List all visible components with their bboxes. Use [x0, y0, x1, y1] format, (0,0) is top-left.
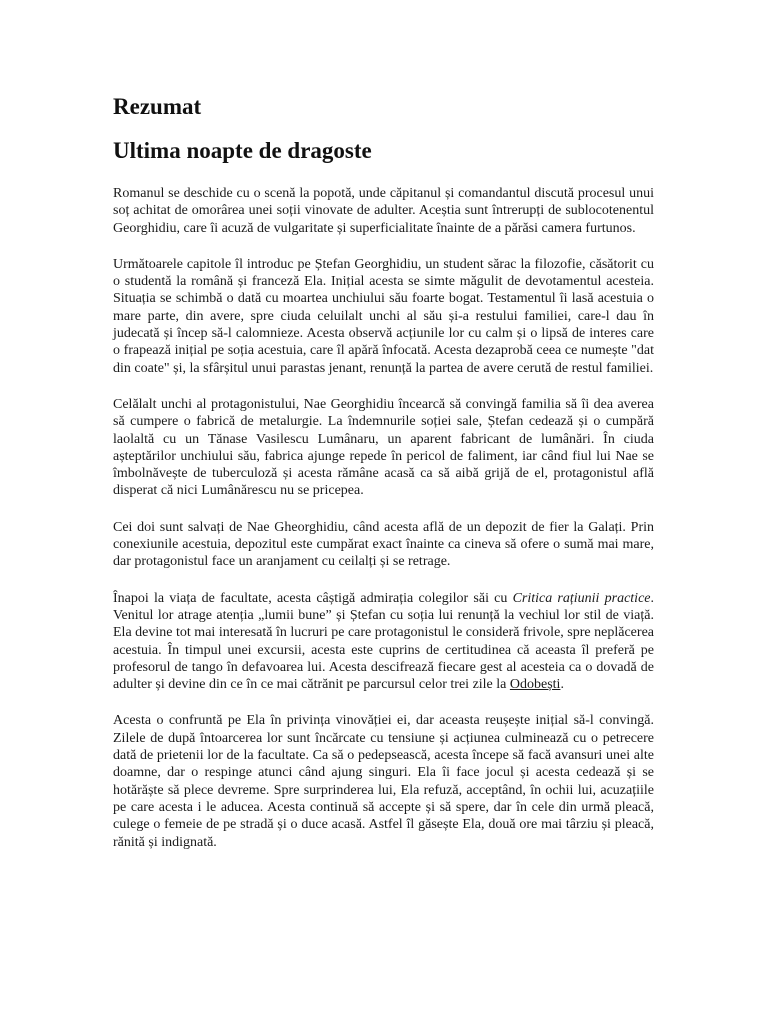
paragraph-text: Următoarele capitole îl introduc pe Ștefan Georghidiu, un student sărac la filozofie, căsătorit cu o studentă la română și franceză Ela. Inițial acesta se simte măgulit de devotamentul acesteia. Situația se schimbă o dată cu moartea unchiului său foarte bogat. Testamentul îi lasă acestuia o mare parte, din avere, spre ciuda celuilalt unchi al său și-a restului familiei, care-l dau în judecată și încep să-l calomnieze. Acesta observă acțiunile lor cu calm și o lipsă de interes care o frapează inițial pe soția acestuia, care îl apără înfocată. Acesta dezaprobă ceea ce numește "dat din coate" și, la sfârșitul unui parastas jenant, renunță la partea de avere cerută de restul familiei.	[113, 256, 654, 376]
paragraph-text: Romanul se deschide cu o scenă la popotă, unde căpitanul și comandantul discută procesul unui soț achitat de omorârea unei soții vinovate de adulter. Aceștia sunt întrerupți de sublocotenentul Georghidiu, care îi acuză de vulgaritate și superficialitate înainte de a părăsi camera furtunos.	[113, 186, 654, 236]
underlined-link-text[interactable]: Odobești	[509, 677, 561, 693]
document-heading: Rezumat	[113, 94, 202, 119]
document-page	[113, 92, 654, 870]
paragraph-text: Înapoi la viața de facultate, acesta câștigă admirația colegilor săi cu	[113, 590, 513, 606]
paragraph-4	[113, 519, 654, 571]
paragraph-1	[113, 185, 654, 237]
paragraph-text: Cei doi sunt salvați de Nae Gheorghidiu, când acesta află de un depozit de fier la Galați. Prin conexiunile acestuia, depozitul este cumpărat exact înainte ca cineva să ofere o sumă mai mare, dar protagonistul face un aranjament cu ceilalți și se retrage.	[113, 519, 654, 570]
paragraph-6	[113, 712, 654, 850]
document-title: Ultima noapte de dragoste	[113, 138, 372, 163]
paragraph-3	[113, 396, 654, 500]
paragraph-text: . Venitul lor atrage atenția „lumii bune” și Ștefan cu soția lui renunță la vechiul lor stil de viață. Ela devine tot mai interesată în lucruri pe care protagonistul le consideră frivole, spre neplăcerea acestuia. În timpul unei excursii, acesta este cuprins de certitudinea că aceasta îl preferă pe profesorul de tango în defavoarea lui. Acesta descifrează fiecare gest al acesteia ca o dovadă de adulter și devine din ce în ce mai cătrănit pe parcursul celor trei zile la	[113, 590, 654, 693]
paragraph-5	[113, 590, 654, 694]
italic-reference: Critica rațiunii practice	[512, 590, 651, 606]
paragraph-text: .	[560, 677, 564, 693]
paragraph-text: Celălalt unchi al protagonistului, Nae Georghidiu încearcă să convingă familia să îi dea averea să cumpere o fabrică de metalurgie. La îndemnurile soției sale, Ștefan cedează și o cumpără laolaltă cu un Tănase Vasilescu Lumânaru, un aparent fabricant de lumânări. În ciuda așteptărilor unchiului său, fabrica ajunge repede în pericol de faliment, iar când fiul lui Nae se îmbolnăvește de tuberculoză și acesta rămâne acasă ca să aibă grijă de el, protagonistul află disperat că nici Lumânărescu nu se pricepea.	[113, 396, 654, 499]
paragraph-text: Acesta o confruntă pe Ela în privința vinovăției ei, dar aceasta reușește inițial să-l convingă. Zilele de după întoarcerea lor sunt încărcate cu tensiune și acțiunea culminează cu o petrecere dată de prietenii lor de la facultate. Ca să o pedepsească, acesta începe să facă avansuri unei alte doamne, dar o respinge atunci când ajung singuri. Ela îi face jocul și acesta cedează și se hotărăște să plece devreme. Spre surprinderea lui, Ela refuză, acceptând, în ochii lui, acuzațiile pe care acesta i le aducea. Acesta continuă să accepte și să spere, dar în cele din urmă pleacă, culege o femeie de pe stradă și o duce acasă. Astfel îl găsește Ela, două ore mai târziu și pleacă, rănită și indignată.	[113, 713, 654, 850]
document-body	[113, 185, 654, 851]
paragraph-2	[113, 256, 654, 377]
